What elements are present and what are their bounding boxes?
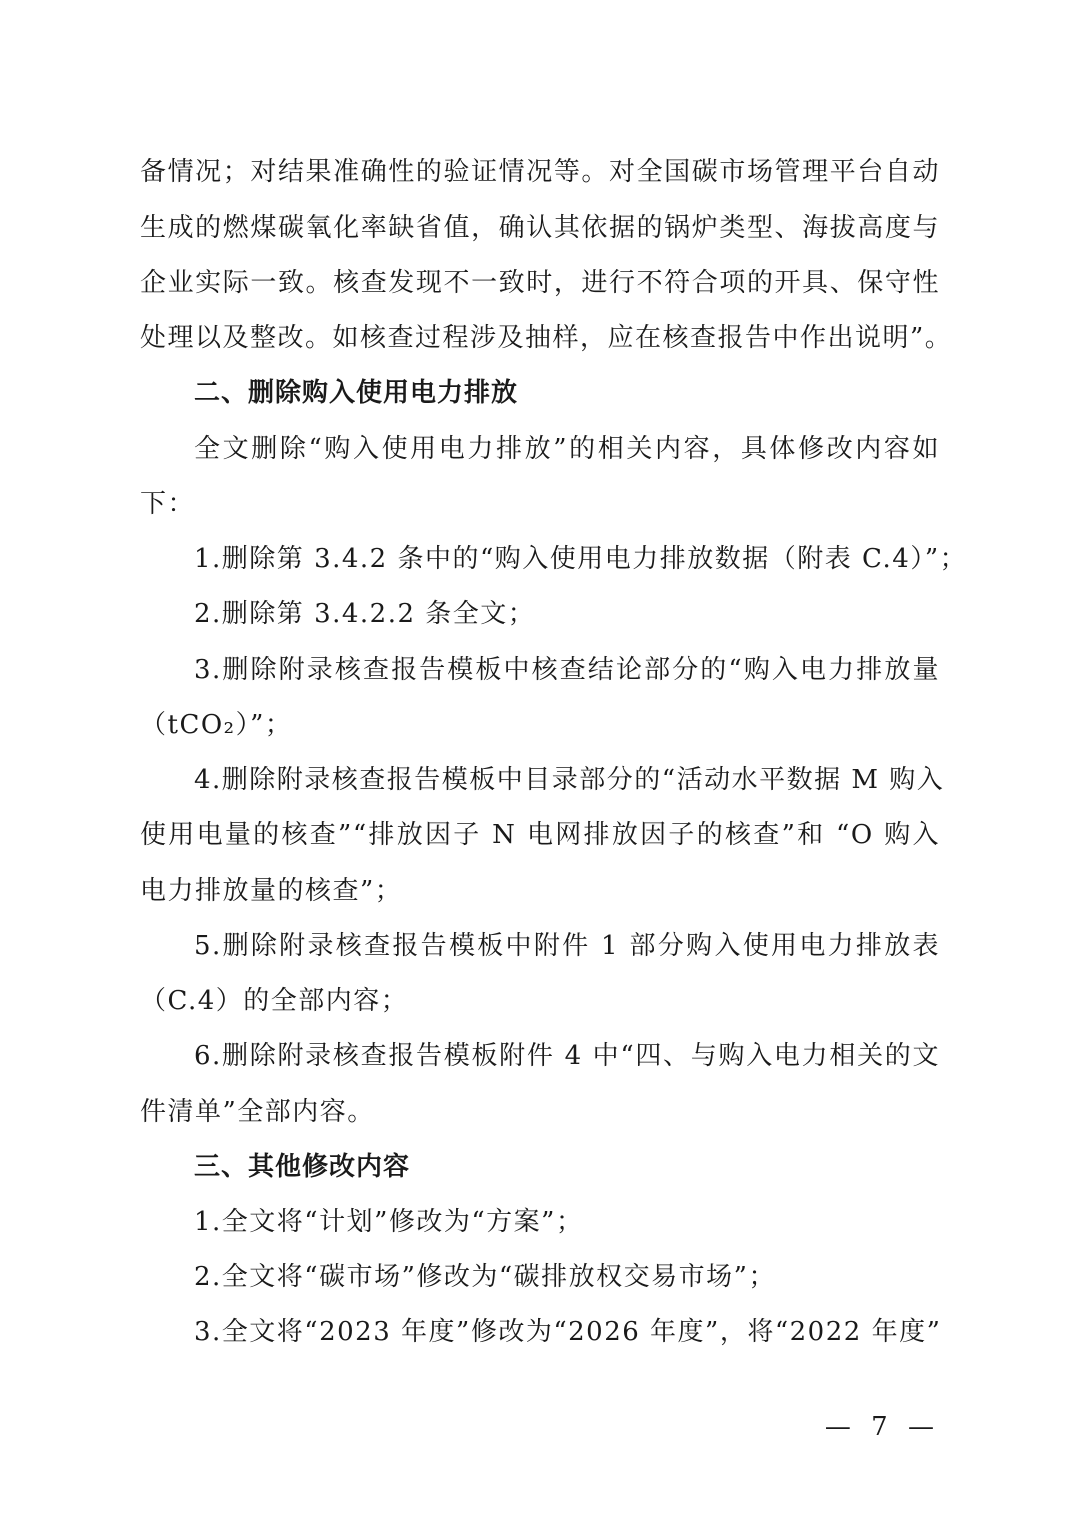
paragraph-line: 生成的燃煤碳氧化率缺省值，确认其依据的锅炉类型、海拔高度与 — [140, 213, 940, 243]
list-item-continuation: 电力排放量的核查”； — [140, 876, 403, 906]
list-item: 4.删除附录核查报告模板中目录部分的“活动水平数据 M 购入 — [194, 765, 945, 795]
paragraph-line: 全文删除“购入使用电力排放”的相关内容，具体修改内容如 — [194, 434, 940, 464]
paragraph-line: 处理以及整改。如核查过程涉及抽样，应在核查报告中作出说明”。 — [140, 323, 953, 353]
list-item: 3.全文将“2023 年度”修改为“2026 年度”，将“2022 年度” — [194, 1317, 942, 1347]
list-item: 2.全文将“碳市场”修改为“碳排放权交易市场”； — [194, 1262, 776, 1292]
list-item-continuation: 件清单”全部内容。 — [140, 1097, 375, 1127]
list-item: 3.删除附录核查报告模板中核查结论部分的“购入电力排放量 — [194, 655, 940, 685]
paragraph-line: 企业实际一致。核查发现不一致时，进行不符合项的开具、保守性 — [140, 268, 940, 298]
list-item: 5.删除附录核查报告模板中附件 1 部分购入使用电力排放表 — [194, 931, 940, 961]
paragraph-line: 下： — [140, 489, 196, 519]
section-heading-3: 三、其他修改内容 — [194, 1152, 411, 1182]
paragraph-line: 备情况；对结果准确性的验证情况等。对全国碳市场管理平台自动 — [140, 157, 940, 187]
list-item: 1.删除第 3.4.2 条中的“购入使用电力排放数据（附表 C.4）”； — [194, 544, 968, 574]
list-item-continuation: 使用电量的核查”“排放因子 N 电网排放因子的核查”和 “O 购入 — [140, 820, 940, 850]
list-item-continuation: （C.4）的全部内容； — [140, 986, 409, 1016]
list-item-continuation: （tCO₂）”； — [140, 710, 293, 740]
list-item: 1.全文将“计划”修改为“方案”； — [194, 1207, 584, 1237]
section-heading-2: 二、删除购入使用电力排放 — [194, 378, 519, 408]
page-number: — 7 — — [824, 1412, 940, 1442]
list-item: 6.删除附录核查报告模板附件 4 中“四、与购入电力相关的文 — [194, 1041, 940, 1071]
list-item: 2.删除第 3.4.2.2 条全文； — [194, 599, 536, 629]
